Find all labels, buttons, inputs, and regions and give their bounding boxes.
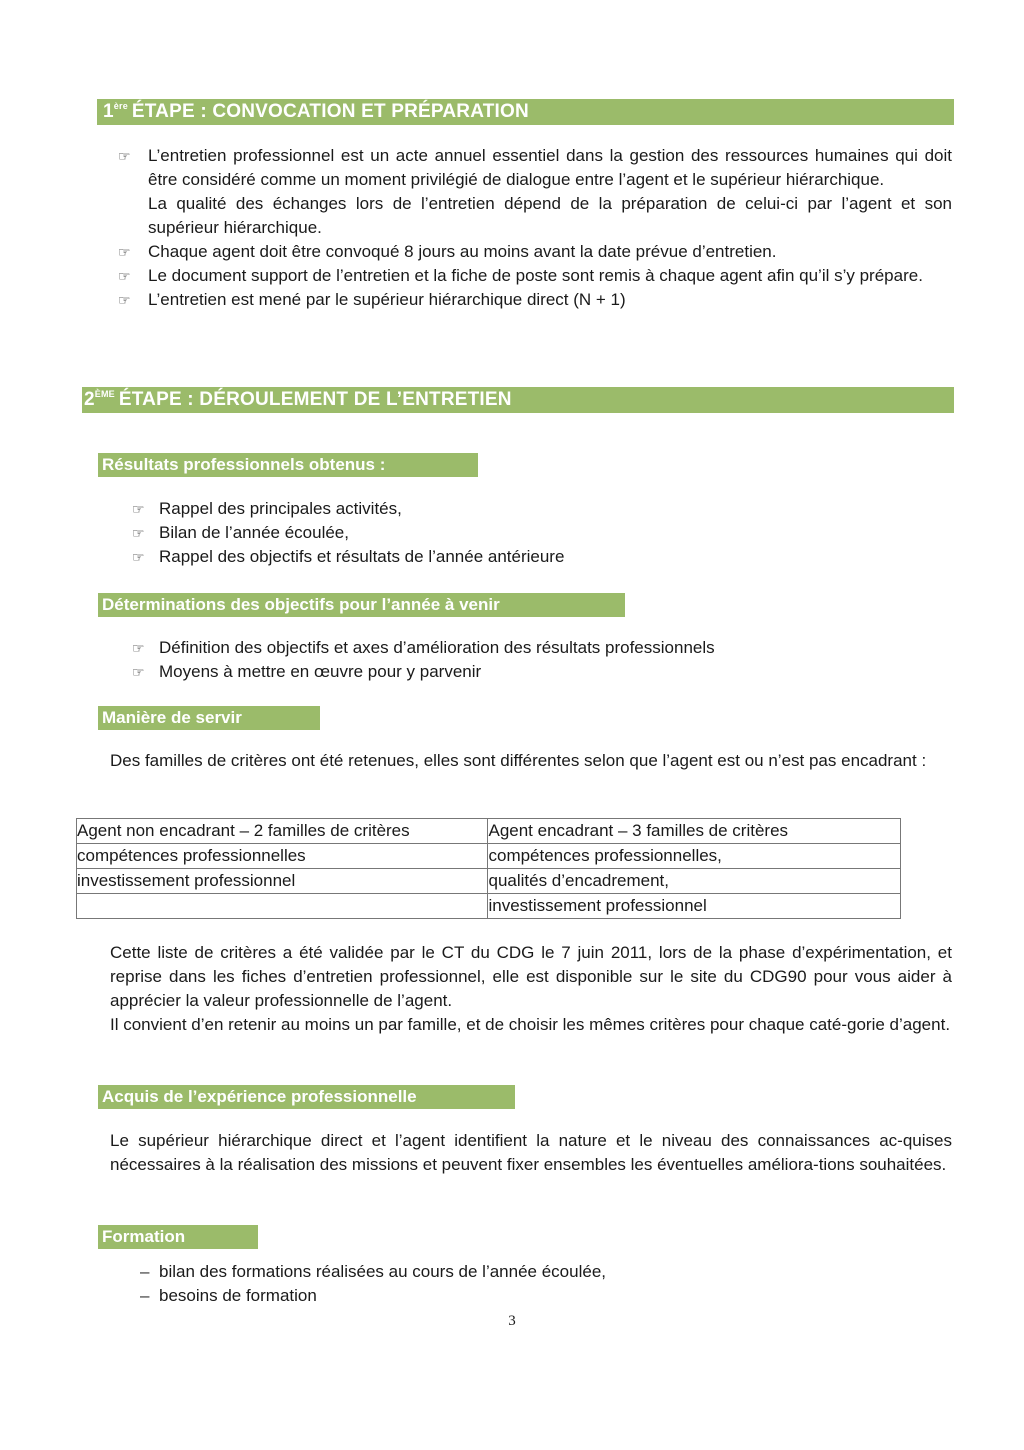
list-item — [132, 497, 932, 521]
table-row — [77, 894, 901, 919]
pointing-hand-icon: ☞ — [132, 525, 145, 541]
stage2-number: 2 — [84, 389, 95, 410]
pointing-hand-icon: ☞ — [132, 549, 145, 565]
bullet-text: Définition des objectifs et axes d’amélioration des résultats professionnels — [159, 638, 715, 657]
pointing-hand-icon: ☞ — [118, 292, 131, 308]
acquis-header: Acquis de l’expérience professionnelle — [98, 1085, 515, 1109]
maniere-header: Manière de servir — [98, 706, 320, 730]
list-item — [132, 636, 932, 660]
stage2-title: ÉTAPE : DÉROULEMENT DE L’ENTRETIEN — [118, 389, 512, 410]
acquis-text: Le supérieur hiérarchique direct et l’agent identifient la nature et le niveau des connaissances ac-quises nécessaires à la réalisation des missions et peuvent fixer ensembles les éventuelles améliora-tions souhaitées. — [110, 1131, 952, 1174]
table-cell: qualités d’encadrement, — [488, 869, 901, 894]
list-item-text: besoins de formation — [159, 1286, 317, 1305]
list-item — [132, 521, 932, 545]
dash-glyph: – — [140, 1262, 150, 1281]
table-cell: compétences professionnelles — [77, 844, 488, 869]
stage1-sup: ère — [113, 101, 128, 111]
stage1-number: 1 — [103, 101, 114, 122]
table-header-cell: Agent encadrant – 3 familles de critères — [488, 819, 901, 844]
objectifs-bullet-list — [132, 636, 932, 684]
bullet-text: Chaque agent doit être convoqué 8 jours au moins avant la date prévue d’entretien. — [148, 242, 777, 261]
table-cell — [77, 894, 488, 919]
bullet-text: L’entretien est mené par le supérieur hiérarchique direct (N + 1) — [148, 290, 626, 309]
table-cell: investissement professionnel — [488, 894, 901, 919]
objectifs-header: Déterminations des objectifs pour l’année à venir — [98, 593, 625, 617]
bullet-text: L’entretien professionnel est un acte annuel essentiel dans la gestion des ressources humaines qui doit être considéré comme un moment privilégié de dialogue entre l’agent et le supérieur hiérarchique. — [148, 146, 952, 189]
formation-list — [140, 1260, 940, 1308]
table-header-cell: Agent non encadrant – 2 familles de critères — [77, 819, 488, 844]
maniere-note: Cette liste de critères a été validée par le CT du CDG le 7 juin 2011, lors de la phase d’expérimentation, et reprise dans les fiches d’entretien professionnel, elle est disponible sur le site du CDG90 pour vous aider à apprécier la valeur professionnelle de l’agent. — [110, 943, 952, 1010]
bullet-text-continued: La qualité des échanges lors de l’entretien dépend de la préparation de celui-ci par l’agent et son supérieur hiérarchique. — [148, 194, 952, 237]
table-row — [77, 869, 901, 894]
dash-glyph: – — [140, 1286, 150, 1305]
stage1-title: ÉTAPE : CONVOCATION ET PRÉPARATION — [131, 101, 529, 122]
list-item — [118, 264, 952, 288]
maniere-intro: Des familles de critères ont été retenues, elles sont différentes selon que l’agent est ou n’est pas encadrant : — [110, 751, 927, 770]
list-item — [118, 240, 952, 264]
pointing-hand-icon: ☞ — [118, 244, 131, 260]
table-cell: investissement professionnel — [77, 869, 488, 894]
list-item — [140, 1260, 940, 1284]
pointing-hand-icon: ☞ — [132, 501, 145, 517]
list-item — [118, 144, 952, 240]
pointing-hand-icon: ☞ — [132, 640, 145, 656]
stage1-bullet-list — [118, 144, 952, 312]
list-item — [132, 660, 932, 684]
list-item — [132, 545, 932, 569]
resultats-bullet-list — [132, 497, 932, 569]
criteria-table — [76, 818, 901, 919]
stage1-header — [97, 99, 954, 125]
pointing-hand-icon: ☞ — [118, 148, 131, 164]
stage2-header — [82, 387, 954, 413]
list-item — [118, 288, 952, 312]
table-header-row — [77, 819, 901, 844]
pointing-hand-icon: ☞ — [118, 268, 131, 284]
table-cell: compétences professionnelles, — [488, 844, 901, 869]
resultats-header: Résultats professionnels obtenus : — [98, 453, 478, 477]
list-item — [140, 1284, 940, 1308]
bullet-text: Bilan de l’année écoulée, — [159, 523, 349, 542]
bullet-text: Moyens à mettre en œuvre pour y parvenir — [159, 662, 482, 681]
stage2-sup: ÈME — [94, 389, 115, 399]
table-row — [77, 844, 901, 869]
bullet-text: Le document support de l’entretien et la fiche de poste sont remis à chaque agent afin qu’il s’y prépare. — [148, 266, 923, 285]
bullet-text: Rappel des principales activités, — [159, 499, 402, 518]
formation-header: Formation — [98, 1225, 258, 1249]
pointing-hand-icon: ☞ — [132, 664, 145, 680]
bullet-text: Rappel des objectifs et résultats de l’année antérieure — [159, 547, 565, 566]
list-item-text: bilan des formations réalisées au cours de l’année écoulée, — [159, 1262, 606, 1281]
maniere-note-2: Il convient d’en retenir au moins un par famille, et de choisir les mêmes critères pour chaque caté-gorie d’agent. — [110, 1015, 951, 1034]
page-number: 3 — [508, 1313, 516, 1329]
